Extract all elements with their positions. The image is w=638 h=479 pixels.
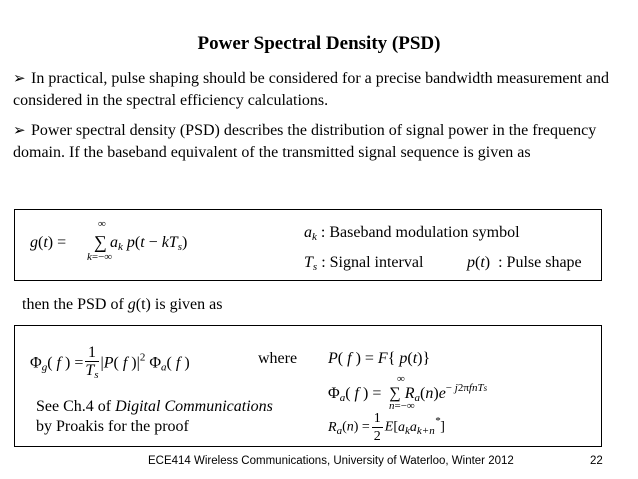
gt-rhs: $a_k$ $p(t - kT_s)$ [110, 234, 188, 253]
see-reference-line-2: by Proakis for the proof [36, 418, 189, 435]
sum-symbol: ∑ [94, 232, 107, 252]
see-reference-line-1: See Ch.4 of Digital Communications [36, 398, 273, 415]
signal-equation-box [14, 209, 602, 281]
psd-equation-box [14, 325, 602, 447]
arrow-bullet-icon: ➢ [13, 123, 26, 139]
ak-definition: $a_k$ : Baseband modulation symbol [304, 224, 520, 243]
psd-formula: $\Phi_g$( f ) = $\frac{1}{T_s}$ |P( f )$|^2$ $\Phi_a$( f ) [30, 344, 190, 384]
then-text: then the PSD of g(t) is given as [22, 296, 223, 313]
bullet-1-text: In practical, pulse shaping should be considered for a precise bandwidth measurement and considered in the spectral efficiency calculations. [13, 70, 610, 109]
psd-fraction: $\frac{1}{T_s}$ [85, 344, 99, 381]
book-title: Digital Communications [115, 398, 273, 415]
bullet-paragraph-1 [13, 68, 625, 112]
phi-a-formula: $\Phi_a$( f ) = ∑ $R_a(n)e^{- j2\pi fnTs}$ [328, 382, 488, 404]
gt-lhs: g(t) = [30, 234, 67, 251]
arrow-bullet-icon: ➢ [13, 71, 26, 87]
phi-sum-upper: ∞ [397, 373, 405, 385]
bullet-paragraph-2 [13, 120, 625, 164]
page-number: 22 [590, 455, 603, 467]
where-label: where [258, 350, 298, 367]
footer-text: ECE414 Wireless Communications, University of Waterloo, Winter 2012 [148, 455, 514, 467]
pf-formula: P( f ) = F{ p(t)} [328, 350, 431, 367]
ts-definition: $T_s$ : Signal interval [304, 254, 424, 273]
ra-formula: $R_a(n)$ = $\frac{1}{2}$ $E[a_ka_{k+n}^*]$ [328, 411, 445, 444]
page-title: Power Spectral Density (PSD) [197, 33, 441, 54]
pt-definition: p(t) : Pulse shape [467, 254, 582, 271]
sum-upper-limit: ∞ [98, 218, 106, 230]
phi-sum-lower: n=−∞ [389, 400, 415, 412]
bullet-2-text: Power spectral density (PSD) describes the distribution of signal power in the frequency domain. If the baseband equivalent of the transmitted signal sequence is given as [13, 122, 597, 161]
sum-lower-limit: k=−∞ [87, 251, 113, 263]
